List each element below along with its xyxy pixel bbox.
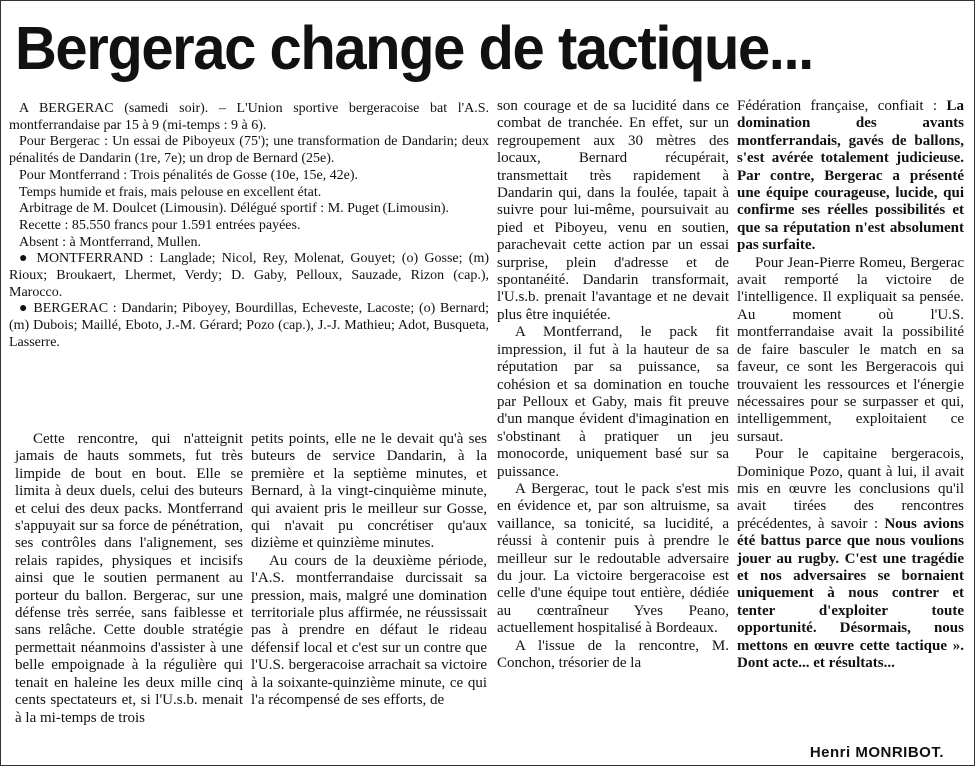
lead-paragraph: A BERGERAC (samedi soir). – L'Union sportive bergeracoise bat l'A.S. montferrandaise par 15 à 9 (mi-temps : 9 à 6). (9, 101, 489, 133)
montferrand-lineup: ● MONTFERRAND : Langlade; Nicol, Rey, Molenat, Gouyet; (o) Gosse; (m) Rioux; Broukaert, Lhermet, Verdy; D. Gaby, Pelloux, Sauzade, Rizon (cap.), Marocco. (9, 251, 489, 300)
montferrand-scoring: Pour Montferrand : Trois pénalités de Gosse (10e, 15e, 42e). (19, 167, 359, 183)
article-paragraph: A l'issue de la rencontre, M. Conchon, trésorier de la (497, 637, 729, 671)
receipts-note: Recette : 85.550 francs pour 1.591 entrées payées. (19, 217, 301, 233)
bergerac-lineup: ● BERGERAC : Dandarin; Piboyey, Bourdillas, Echeveste, Lacoste; (o) Bernard; (m) Dubois; Maillé, Eboto, J.-M. Gérard; Pozo (cap.), J.-J. Mathieu; Adot, Busqueta, Lasserre. (9, 301, 489, 350)
quote-intro: Pour le capitaine bergeracois, Dominique Pozo, quant à lui, il avait mis en œuvre les conclusions qu'il avait tirées des rencontres précédentes, à savoir : (737, 446, 964, 532)
article-paragraph (737, 446, 964, 672)
bergerac-scoring: Pour Bergerac : Un essai de Piboyeux (75'); une transformation de Dandarin; deux pénalités de Dandarin (1re, 7e); un drop de Bernard (25e). (9, 134, 489, 167)
match-facts (9, 101, 489, 352)
quote-intro: Fédération française, confiait : (737, 98, 938, 114)
absent-note: Absent : à Montferrand, Mullen. (19, 234, 201, 250)
article-paragraph: son courage et de sa lucidité dans ce combat de tranchée. En effet, sur un regroupement aux 30 mètres des locaux, Bernard récupérait, transmettait très rapidement à Dandarin qui, dans la foulée, tapait à suivre pour lui-même, poursuivait au pied et Piboyeu, venu en soutien, parachevait cette action par un essai surprise, plein d'adresse et de spontanéité. Dandarin transformait, l'U.s.b. prenait l'avantage et ne devait plus être inquiétée. (497, 98, 729, 323)
referee-note: Arbitrage de M. Doulcet (Limousin). Délégué sportif : M. Puget (Limousin). (19, 201, 450, 217)
article-paragraph: A Bergerac, tout le pack s'est mis en évidence et, par son altruisme, sa vaillance, sa tonicité, sa lucidité, a réussi à contenir puis à prendre le meilleur sur le redoutable adversaire du jour. La victoire bergeracoise est celle d'une équipe tout entière, dédiée au cœntraîneur Yves Peano, actuellement hospitalisé à Bordeaux. (497, 480, 729, 637)
article-paragraph (737, 98, 964, 255)
article-paragraph: Au cours de la deuxième période, l'A.S. montferrandaise durcissait sa pression, mais, malgré une domination territoriale plus affirmée, ne réussissait pas à prendre en défaut le rideau défensif local et c'est sur un contre que l'U.S. bergeracoise arrachait sa victoire à la soixante-quinzième minute, ce qui l'a récompensé de ses efforts, de (251, 552, 487, 709)
article-paragraph: Pour Jean-Pierre Romeu, Bergerac avait remporté la victoire de l'intelligence. Il expliquait sa pensée. Au moment où l'U.S. montferrandaise avait la possibilité de faire basculer le match en sa faveur, ce sont les Bergeracois qui trouvaient les ressources et l'énergie nécessaires pour se surpasser et qui, intelligemment, exploitaient ce sursaut. (737, 254, 964, 445)
captain-quote: Nous avions été battus parce que nous voulions jouer au rugby. C'est une tragédie et nos adversaires se bornaient uniquement à nous contrer et tenter d'exploiter toute opportunité. Désormais, nous mettons en œuvre cette tactique ». Dont acte... et résultats... (737, 515, 965, 671)
weather-note: Temps humide et frais, mais pelouse en excellent état. (19, 184, 322, 200)
article-column-3 (497, 98, 729, 672)
article-column-4 (737, 98, 964, 672)
treasurer-quote: La domination des avants montferrandais, gavés de ballons, s'est avérée totalement judicieuse. Par contre, Bergerac a présenté une équipe courageuse, lucide, qui confirme ses réelles possibilités et que sa réputation n'est absolument pas surfaite. (737, 98, 964, 254)
article-column-2 (251, 431, 487, 710)
author-signature: Henri MONRIBOT. (809, 744, 944, 761)
article-paragraph: A Montferrand, le pack fit impression, il fut à la hauteur de sa réputation par sa puissance, sa cohésion et sa domination en touche par Pelloux et Gaby, mais fit preuve d'un manque évident d'imagination en s'obstinant à pratiquer un jeu monocorde, uniquement basé sur sa puissance. (497, 324, 729, 480)
headline: Bergerac change de tactique... (15, 14, 813, 82)
article-column-1 (15, 431, 243, 727)
article-paragraph: petits points, elle ne le devait qu'à ses buteurs de service Dandarin, à la première et la septième minutes, et Bernard, à la vingt-cinquième minute, qui avaient pris le meilleur sur Gosse, qui n'avait pu concrétiser qu'aux dizième et quinzième minutes. (251, 431, 487, 552)
article-paragraph: Cette rencontre, qui n'atteignit jamais de hauts sommets, fut très limpide de bout en bout. Elle se limita à deux duels, celui des buteurs et celui des deux packs. Montferrand s'appuyait sur sa force de pénétration, ses contrôles dans l'alignement, ses relais rapides, physiques et incisifs ainsi que le soutien permanent au porteur du ballon. Bergerac, sur une défense très serrée, sans faiblesse et sans relâche. Cette double stratégie permettait néanmoins d'assister à une belle empoignade à la régulière qui tenait en haleine les deux mille cinq cents spectateurs et, si l'U.s.b. menait à la mi-temps de trois (15, 431, 243, 726)
